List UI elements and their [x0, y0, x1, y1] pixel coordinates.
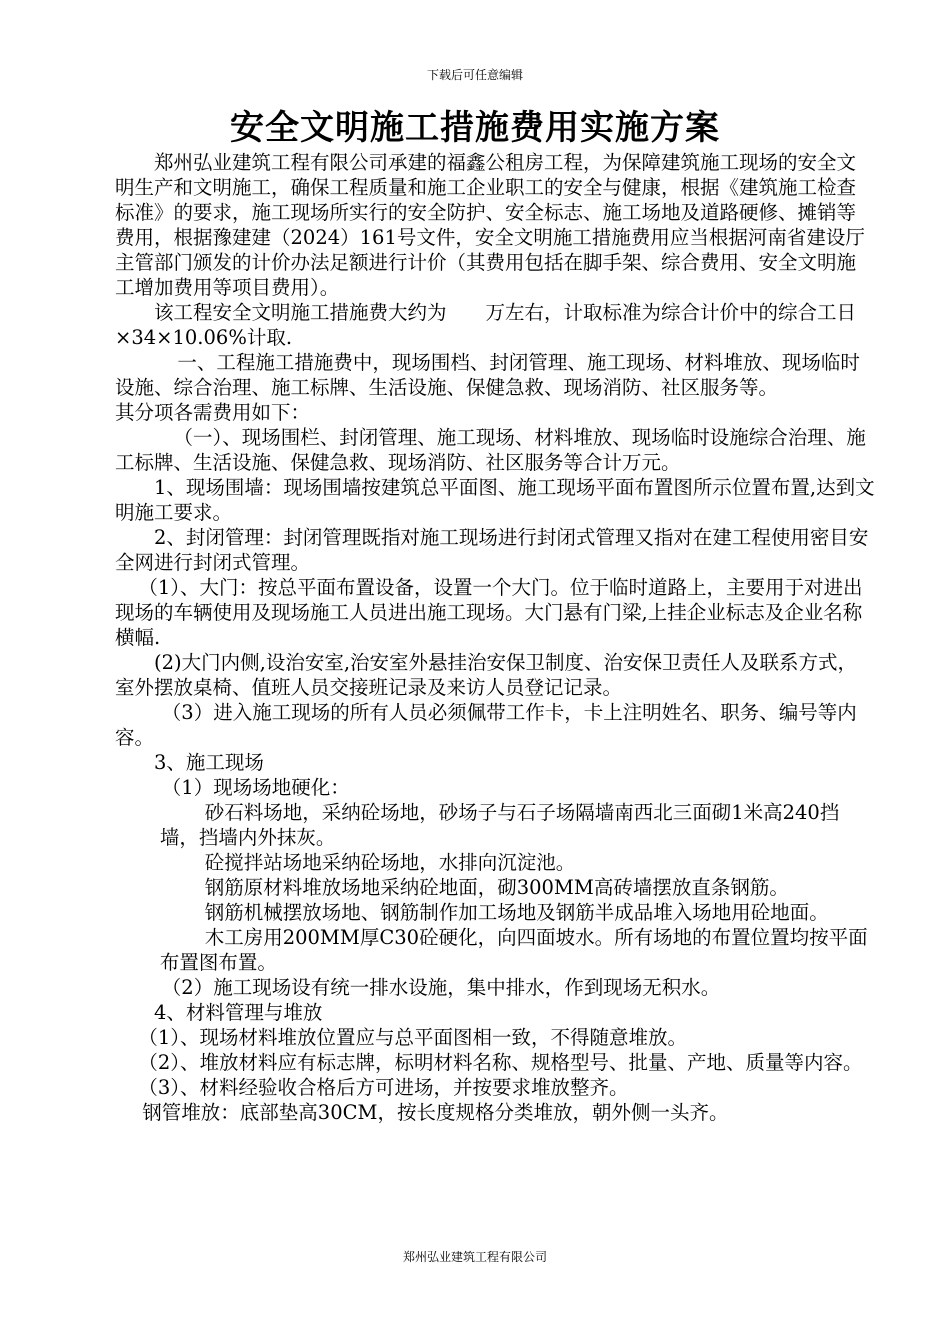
paragraph-steel-pipe: 钢管堆放：底部垫高30CM，按长度规格分类堆放，朝外侧一头齐。 — [142, 1101, 729, 1124]
document-body — [115, 150, 875, 1125]
paragraph-material-location: （1）、现场材料堆放位置应与总平面图相一致，不得随意堆放。 — [138, 1026, 688, 1049]
footer-note: 郑州弘业建筑工程有限公司 — [402, 1250, 547, 1264]
paragraph-material-acceptance: （3）、材料经验收合格后方可进场，并按要求堆放整齐。 — [138, 1076, 629, 1099]
paragraph-item-work-card: （3）进入施工现场的所有人员必须佩带工作卡，卡上注明姓名、职务、编号等内容。 — [115, 701, 857, 749]
paragraph-heading-hardening: （1）现场场地硬化： — [161, 776, 350, 799]
paragraph-carpentry: 木工房用200MM厚C30砼硬化，向四面坡水。所有场地的布置位置均按平面布置图布置。 — [159, 926, 868, 974]
paragraph-rebar-storage: 钢筋原材料堆放场地采纳砼地面，砌300MM高砖墙摆放直条钢筋。 — [204, 876, 789, 899]
paragraph-item-security-room: (2)大门内侧,设治安室,治安室外悬挂治安保卫制度、治安保卫责任人及联系方式，室外摆放桌椅、值班人员交接班记录及来访人员登记记录。 — [115, 651, 858, 699]
paragraph-intro: 郑州弘业建筑工程有限公司承建的福鑫公租房工程，为保障建筑施工现场的安全文明生产和文明施工，确保工程质量和施工企业职工的安全与健康，根据《建筑施工检查标准》的要求，施工现场所实行的安全防护、安全标志、施工场地及道路硬修、摊销等费用，根据豫建建（2024）161号文件，安全文明施工措施费用应当根据河南省建设厅主管部门颁发的计价办法足额进行计价（其费用包括在脚手架、综合费用、安全文明施工增加费用等项目费用）。 — [115, 151, 865, 299]
document-title: 安全文明施工措施费用实施方案 — [230, 108, 720, 148]
paragraph-fee-estimate: 该工程安全文明施工措施费大约为 万左右，计取标准为综合计价中的综合工日×34×10.06%计取. — [115, 301, 857, 349]
paragraph-subitems-lead: 其分项各需费用如下： — [115, 401, 311, 424]
paragraph-subsection-1: （一）、现场围栏、封闭管理、施工现场、材料堆放、现场临时设施综合治理、施工标牌、生活设施、保健急救、现场消防、社区服务等合计万元。 — [115, 426, 866, 474]
paragraph-item-closed-management: 2、封闭管理：封闭管理既指对施工现场进行封闭式管理又指对在建工程使用密目安全网进行封闭式管理。 — [115, 526, 869, 574]
paragraph-material-signs: （2）、堆放材料应有标志牌，标明材料名称、规格型号、批量、产地、质量等内容。 — [138, 1051, 863, 1074]
paragraph-drainage: （2）施工现场设有统一排水设施，集中排水，作到现场无积水。 — [161, 976, 721, 999]
header-note: 下载后可任意编辑 — [426, 68, 523, 82]
paragraph-item-fence: 1、现场围墙：现场围墙按建筑总平面图、施工现场平面布置图所示位置布置,达到文明施工要求。 — [115, 476, 875, 524]
paragraph-item-gate: （1）、大门：按总平面布置设备，设置一个大门。位于临时道路上，主要用于对进出现场的车辆使用及现场施工人员进出施工现场。大门悬有门梁,上挂企业标志及企业名称横幅. — [115, 576, 863, 649]
paragraph-heading-materials: 4、材料管理与堆放 — [154, 1001, 323, 1024]
paragraph-mixing-station: 砼搅拌站场地采纳砼场地，水排向沉淀池。 — [204, 851, 576, 874]
paragraph-section-1: 一、工程施工措施费中，现场围档、封闭管理、施工现场、材料堆放、现场临时设施、综合治理、施工标牌、生活设施、保健急救、现场消防、社区服务等。 — [115, 351, 860, 399]
paragraph-heading-site: 3、施工现场 — [154, 751, 264, 774]
paragraph-rebar-machinery: 钢筋机械摆放场地、钢筋制作加工场地及钢筋半成品堆入场地用砼地面。 — [204, 901, 829, 924]
paragraph-sand-gravel: 砂石料场地，采纳砼场地，砂场子与石子场隔墙南西北三面砌1米高240挡墙，挡墙内外抹灰。 — [159, 801, 840, 849]
